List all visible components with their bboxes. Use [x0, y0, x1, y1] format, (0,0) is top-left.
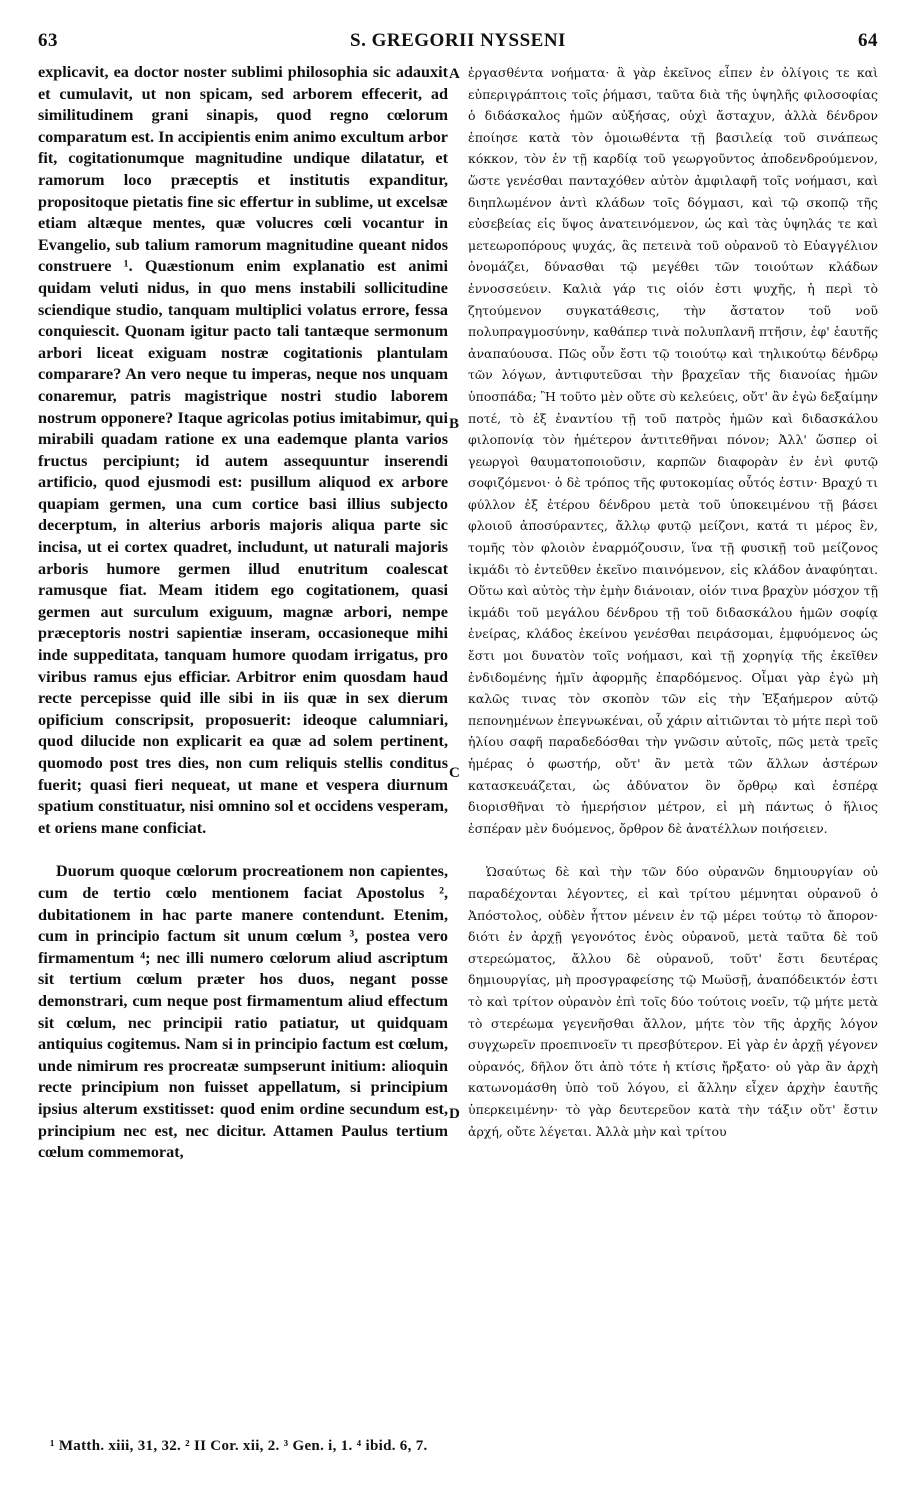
latin-paragraph-2: Duorum quoque cœlorum procreationem non capientes, cum de tertio cœlo mentionem faciat Apostolus ², dubitationem in hac parte manere contendunt. Etenim, cum in principio factum sit unum cœlum ³, postea vero firmamentum ⁴; nec illi numero cœlorum aliud ascriptum sit tertium cœlum præter hos duos, negant posse demonstrari, cum neque post firmamentum aliud effectum sit cœlum, nec principii ratio patiatur, ut quidquam antiquius cogitemus. Nam si in principio factum est cœlum, unde nimirum res procreatæ sumpserunt initium: alioquin recte principium non fuisset appellatum, si principium ipsius alterum exstitisset: quod enim ordine secundum est, principium nec est, nec dicitur. Attamen Paulus tertium cœlum commemorat, — [38, 862, 448, 1162]
margin-mark-d: D — [449, 1106, 460, 1122]
margin-mark-a: A — [449, 66, 460, 82]
latin-column — [38, 62, 448, 1422]
latin-paragraph-1: explicavit, ea doctor noster sublimi philosophia sic adauxit et cumulavit, ut non spicam, sed arborem effecerit, ad similitudinem grani sinapis, quod regno cœlorum comparatum est. In accipientis enim animo excultum arbor fit, cogitationumque magnitudine undique dilatatur, et ramorum loco præceptis et institutis expanditur, propositoque pietatis fine sic effertur in sublime, ut excelsæ etiam altæque mentes, quæ volucres cœli vocantur in Evangelio, sub talium ramorum magnitudine queant nidos construere ¹. Quæstionum enim explanatio est animi quidam veluti nidus, in quo mens instabili sollicitudine sciendique studio, tanquam multiplici volatus errore, fessa conquiescit. Quonam igitur pacto tali tantæque sermonum arbori liceat exiguam nostræ cogitationis plantulam comparare? An vero neque tu imperas, neque nos unquam conaremur, patris magistrique nostri studio laborem nostrum opponere? Itaque agricolas potius imitabimur, qui mirabili quadam ratione ex una eademque planta varios fructus percipiunt; id autem assequuntur inserendi artificio, quod ejusmodi est: pusillum aliquod ex arbore quapiam germen, una cum cortice basi illius subjecto decerptum, in alterius arboris majoris aliqua parte sic incisa, ut ei cortex quadret, includunt, ut naturali majoris arboris humore germen illud enutritum coalescat ramusque fiat. Meam itidem ego cogitationem, quasi germen aut surculum exiguum, magnæ arbori, nempe præceptoris nostri sapientiæ inseram, occasioneque mihi inde suppeditata, tanquam humore quodam irrigatus, pro viribus ramus ejus efficiar. Arbitror enim quosdam haud recte percepisse quid ille sibi in iis quæ in sex dierum opificium conscripsit, proposuerit: ideoque calumniari, quod dilucide non explicarit ea quæ ad solem pertinent, quomodo post tres dies, non cum reliquis stellis conditus fuerit; quasi fieri nequeat, ut mane et vespera diurnum spatium constituatur, nisi omnino sol et occidens vesperam, et oriens mane conficiat. — [38, 63, 448, 837]
greek-column — [468, 62, 878, 1422]
footnotes: ¹ Matth. xiii, 31, 32. ² II Cor. xii, 2. ³ Gen. i, 1. ⁴ ibid. 6, 7. — [50, 1438, 428, 1454]
running-title: S. GREGORII NYSSENI — [350, 30, 566, 51]
margin-mark-c: C — [449, 765, 460, 781]
page-number-left: 63 — [38, 30, 58, 51]
greek-paragraph-2: Ὡσαύτως δὲ καὶ τὴν τῶν δύο οὐρανῶν δημιουργίαν οὐ παραδέχονται λέγοντες, εἰ καὶ τρίτου μέμνηται οὐρανοῦ ὁ Ἀπόστολος, οὐδὲν ἧττον μένειν ἐν τῷ μέρει τούτῳ τὸ ἄπορον· διότι ἐν ἀρχῇ γεγονότος ἑνὸς οὐρανοῦ, μετὰ ταῦτα δὲ τοῦ στερεώματος, ἄλλου δὲ οὐρανοῦ, τοῦτ' ἔστι δευτέρας δημιουργίας, μὴ προσγραφείσης τῷ Μωϋσῇ, ἀναπόδεικτόν ἐστι τὸ καὶ τρίτον οὐρανὸν ἐπὶ τοῖς δύο τούτοις νοεῖν, τῷ μήτε μετὰ τὸ στερέωμα γεγενῆσθαι ἄλλον, μήτε τὸν τῆς ἀρχῆς λόγον συγχωρεῖν προεπινοεῖν τι πρεσβύτερον. Εἰ γὰρ ἐν ἀρχῇ γέγονεν οὐρανός, δῆλον ὅτι ἀπὸ τότε ἡ κτίσις ἤρξατο· οὐ γὰρ ἂν ἀρχὴ κατωνομάσθη ὑπὸ τοῦ λόγου, εἰ ἄλλην εἶχεν ἀρχὴν ἑαυτῆς ὑπερκειμένην· τὸ γὰρ δευτερεῦον κατὰ τὴν τάξιν οὔτ' ἔστιν ἀρχή, οὔτε λέγεται. Ἀλλὰ μὴν καὶ τρίτου — [468, 864, 878, 1139]
page-number-right: 64 — [858, 30, 878, 51]
margin-mark-b: B — [449, 416, 460, 432]
running-header — [38, 30, 878, 60]
greek-paragraph-1: ἐργασθέντα νοήματα· ἃ γὰρ ἐκεῖνος εἶπεν ἐν ὀλίγοις τε καὶ εὐπεριγράπτοις τοῖς ῥήμασι, ταῦτα διὰ τῆς ὑψηλῆς φιλοσοφίας ὁ διδάσκαλος ἡμῶν αὐξήσας, οὐχὶ ἄσταχυν, ἀλλὰ δένδρον ἐποίησε κατὰ τὸν ὁμοιωθέντα τῇ βασιλείᾳ τοῦ σινάπεως κόκκον, τὸν ἐν τῇ καρδίᾳ τοῦ γεωργοῦντος ἀποδενδρούμενον, ὥστε γενέσθαι πανταχόθεν αὐτὸν ἀμφιλαφῆ τοῖς νοήμασι, καὶ διηπλωμένον ἀντὶ κλάδων τοῖς δόγμασι, καὶ τῷ σκοπῷ τῆς εὐσεβείας εἰς ὕψος ἀνατεινόμενον, ὡς καὶ τὰς ὑψηλάς τε καὶ μετεωροπόρους ψυχάς, ἃς πετεινὰ τοῦ οὐρανοῦ τὸ Εὐαγγέλιον ὀνομάζει, δύνασθαι τῷ μεγέθει τῶν τοιούτων κλάδων ἐννοσσεύειν. Καλιὰ γάρ τις οἱόν ἐστι ψυχῆς, ἡ περὶ τὸ ζητούμενον συγκατάθεσις, τὴν ἄστατον τοῦ νοῦ πολυπραγμοσύνην, καθάπερ τινὰ πολυπλανῆ πτῆσιν, ἐφ' ἑαυτῆς ἀναπαύουσα. Πῶς οὖν ἔστι τῷ τοιούτῳ καὶ τηλικούτῳ δένδρῳ τῶν λόγων, ἀντιφυτεῦσαι τὴν βραχεῖαν τῆς διανοίας ἡμῶν ὑποσπάδα; Ἢ τοῦτο μὲν οὔτε σὺ κελεύεις, οὔτ' ἂν ἐγὼ δεξαίμην ποτέ, τὸ ἐξ ἐναντίου τῇ τοῦ πατρὸς ἡμῶν καὶ διδασκάλου φιλοπονίᾳ τὸν ἡμέτερον ἀντιτεθῆναι πόνον; Ἀλλ' ὥσπερ οἱ γεωργοὶ θαυματοποιοῦσιν, καρπῶν διαφορὰν ἐν ἑνὶ φυτῷ σοφιζόμενοι· ὁ δὲ τρόπος τῆς φυτοκομίας οὗτός ἐστιν· Βραχύ τι φύλλον ἐξ ἑτέρου δένδρου μετὰ τοῦ ὑποκειμένου τῇ βάσει φλοιοῦ ἀποσύραντες, ἄλλῳ φυτῷ μείζονι, κατά τι μέρος ἓν, τομῆς τὸν φλοιὸν ἐναρμόζουσιν, ἵνα τῇ φυσικῇ τοῦ μείζονος ἰκμάδι τὸ ἐντεῦθεν ἐκεῖνο πιαινόμενον, εἰς κλάδον ἀναφύηται. Οὕτω καὶ αὐτὸς τὴν ἐμὴν διάνοιαν, οἱόν τινα βραχὺν μόσχον τῇ ἰκμάδι τοῦ μεγάλου δένδρου τῇ τοῦ διδασκάλου ἡμῶν σοφίᾳ ἐνείρας, κλάδος ἐκείνου γενέσθαι πειράσομαι, ἐμφυόμενος ὡς ἔστι μοι δυνατὸν τοῖς νοήμασι, καὶ τῇ χορηγίᾳ τῆς ἐκεῖθεν ἐνδιδομένης ἡμῖν ἀφορμῆς ἐπαρδόμενος. Οἶμαι γὰρ ἐγὼ μὴ καλῶς τινας τὸν σκοπὸν τῶν εἰς τὴν Ἑξαήμερον αὐτῷ πεπονημένων ἐπεγνωκέναι, οὗ χάριν αἰτιῶνται τὸ μήτε περὶ τοῦ ἡλίου σαφῆ παραδεδόσθαι τὴν γνῶσιν αὐτοῖς, πῶς μετὰ τρεῖς ἡμέρας ὁ φωστήρ, οὔτ' ἂν μετὰ τῶν ἄλλων ἀστέρων κατασκευάζεται, ὡς ἀδύνατον ὂν ὄρθρῳ καὶ ἑσπέρᾳ διορισθῆναι τὸ ἡμερήσιον μέτρον, εἰ μὴ πάντως ὁ ἥλιος ἑσπέραν μὲν δυόμενος, ὄρθρον δὲ ἀνατέλλων ποιήσειεν. — [468, 65, 878, 836]
